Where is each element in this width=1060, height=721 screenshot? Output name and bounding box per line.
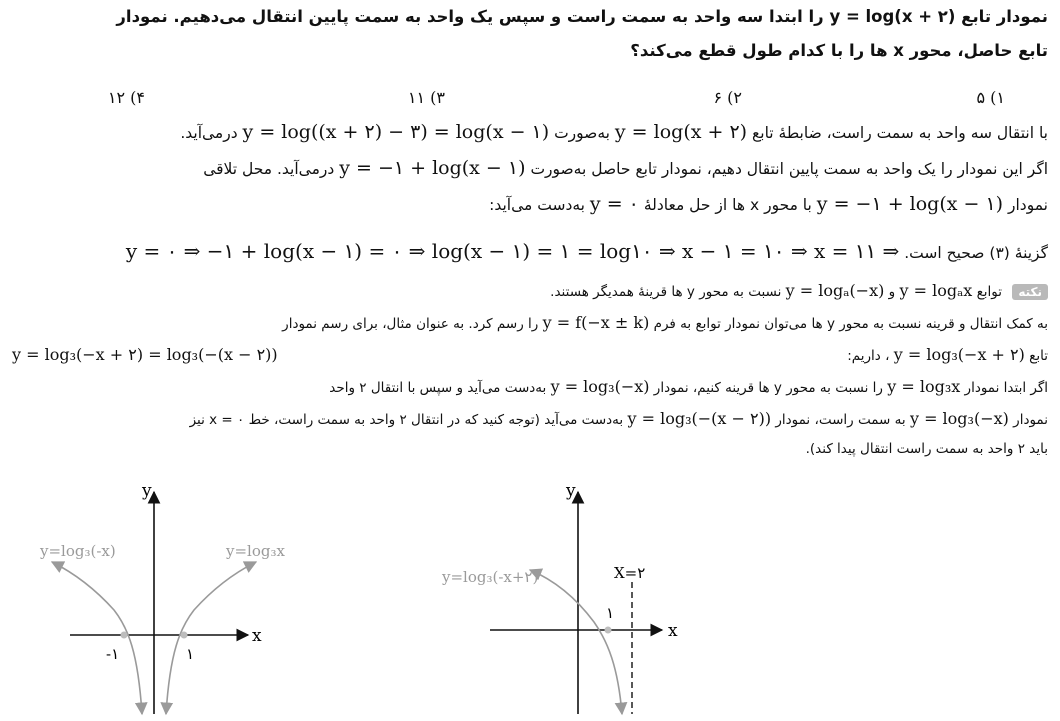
solution-line-3: نمودار y = −۱ + log(x − ۱) با محور x ها از حل معادلهٔ y = ۰ به‌دست می‌آید: — [489, 193, 1048, 215]
option-3[interactable]: ۳) ۱۱ — [407, 88, 445, 107]
note-badge: نکته — [1012, 284, 1048, 300]
curve-log3-shifted — [530, 570, 622, 714]
y-axis-label: y — [142, 481, 152, 501]
tick-1: ۱ — [606, 604, 615, 622]
label-log3-neg-x: y=log₃(-x) — [40, 542, 116, 560]
tick-pos-1: ۱ — [186, 645, 195, 663]
solution-line-4: گزینهٔ (۳) صحیح است. y = ۰ ⇒ −۱ + log(x − ۱) = ۰ ⇒ log(x − ۱) = ۱ = log۱۰ ⇒ x − ۱ = ۱۰ ⇒ x = ۱۱ ⇒ — [125, 239, 1048, 263]
y-axis-label: y — [566, 481, 576, 501]
answer-options — [0, 84, 1060, 114]
label-log3-shifted: y=log₃(-x+۲) — [442, 568, 539, 586]
question-line-2: تابع حاصل، محور x ها را با کدام طول قطع می‌کند؟ — [630, 41, 1048, 60]
label-log3-x: y=log₃x — [226, 542, 285, 560]
curve-log3-x — [166, 562, 256, 714]
figure-log-reflection — [30, 452, 320, 717]
option-2[interactable]: ۲) ۶ — [713, 88, 742, 107]
point-x-1 — [605, 627, 612, 634]
tick-neg-1: -۱ — [106, 645, 120, 663]
explain-line-2: تابع y = log₃(−x + ۲) ، داریم: y = log₃(−x + ۲) = log₃(−(x − ۲)) — [12, 345, 1048, 364]
explain-line-1: به کمک انتقال و قرینه نسبت به محور y ها می‌توان نمودار توابع به فرم y = f(−x ± k) را رسم کرد. به عنوان مثال، برای رسم نمودار — [282, 313, 1048, 332]
figure-log-shift — [430, 452, 700, 717]
point-neg-1 — [121, 632, 128, 639]
solution-line-2: اگر این نمودار را یک واحد به سمت پایین انتقال دهیم، نمودار تابع حاصل به‌صورت y = −۱ + log(x − ۱) درمی‌آید. محل تلاقی — [203, 157, 1048, 179]
option-4[interactable]: ۴) ۱۲ — [107, 88, 145, 107]
x-axis-label: x — [668, 621, 678, 641]
solution-line-1: با انتقال سه واحد به سمت راست، ضابطهٔ تابع y = log(x + ۲) به‌صورت y = log((x + ۲) − ۳) = log(x − ۱) درمی‌آید. — [180, 121, 1048, 143]
point-pos-1 — [181, 632, 188, 639]
explain-line-4: نمودار y = log₃(−x) به سمت راست، نمودار y = log₃(−(x − ۲)) به‌دست می‌آید (توجه کنید که در انتقال ۲ واحد به سمت راست، خط x = ۰ نیز — [189, 409, 1048, 428]
curve-log3-neg-x — [52, 562, 142, 714]
question-line-1: نمودار تابع y = log(x + ۲) را ابتدا سه واحد به سمت راست و سپس یک واحد به سمت پایین انتقال می‌دهیم. نمودار — [116, 7, 1048, 26]
explain-line-5: باید ۲ واحد به سمت راست انتقال پیدا کند). — [805, 441, 1048, 457]
explain-line-3: اگر ابتدا نمودار y = log₃x را نسبت به محور y ها قرینه کنیم، نمودار y = log₃(−x) به‌دست می‌آید و سپس با انتقال ۲ واحد — [329, 377, 1048, 396]
label-asymptote: X=۲ — [614, 564, 646, 582]
note-line: نکته توابع y = logₐx و y = logₐ(−x) نسبت به محور y ها قرینهٔ همدیگر هستند. — [12, 276, 1048, 307]
x-axis-label: x — [252, 626, 262, 646]
option-1[interactable]: ۱) ۵ — [976, 88, 1005, 107]
